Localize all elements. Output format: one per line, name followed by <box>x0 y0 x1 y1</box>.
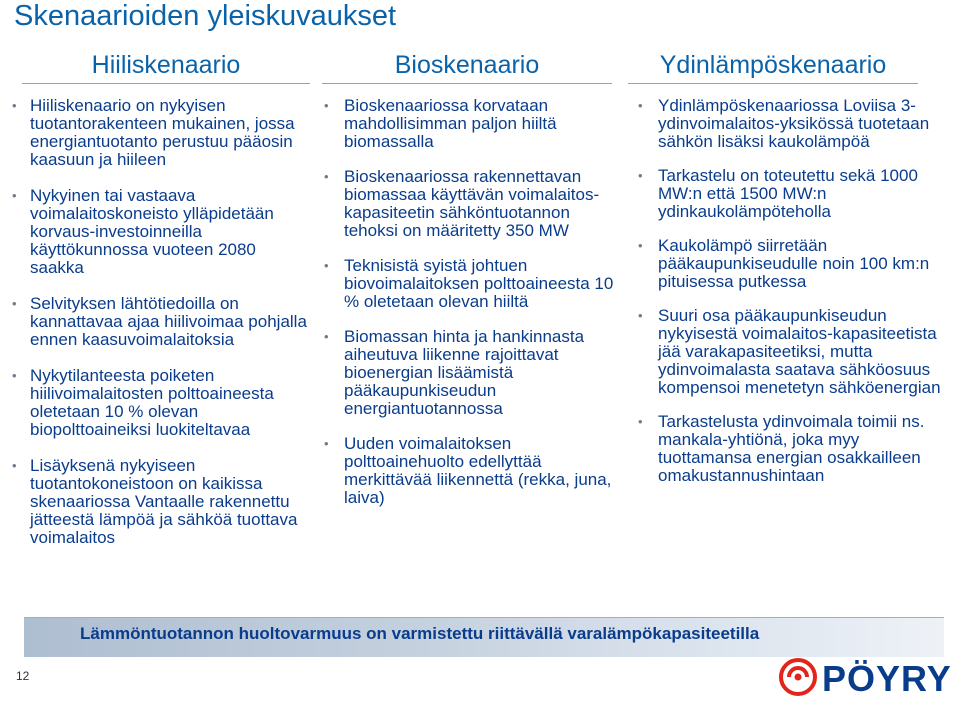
column-ydinlamposkenaario <box>632 97 942 501</box>
list-item <box>12 97 312 169</box>
bullet-text: Bioskenaariossa rakennettavan biomassaa käyttävän voimalaitos-kapasiteetin sähköntuotannon tehoksi on määritetty 350 MW <box>344 167 600 240</box>
list-item <box>12 295 312 349</box>
list-item <box>632 97 942 151</box>
bullet-text: Selvityksen lähtötiedoilla on kannattavaa ajaa hiilivoimaa pohjalla ennen kaasuvoimalaitoksia <box>30 294 307 349</box>
bullet-text: Nykyinen tai vastaava voimalaitoskoneisto ylläpidetään korvaus-investoinneilla käyttökunnossa vuoteen 2080 saakka <box>30 186 274 277</box>
bullet-list <box>318 97 620 507</box>
bullet-list <box>12 97 312 547</box>
list-item <box>318 328 620 418</box>
bullet-icon: • <box>638 98 643 113</box>
bullet-text: Kaukolämpö siirretään pääkaupunkiseudulle noin 100 km:n pituisessa putkessa <box>658 236 930 291</box>
bullet-text: Lisäyksenä nykyiseen tuotantokoneistoon on kaikissa skenaariossa Vantaalle rakennettu jätteestä lämpöä ja sähköä tuottava voimalaitos <box>30 456 298 547</box>
bullet-icon: • <box>12 188 17 203</box>
bullet-icon: • <box>12 368 17 383</box>
list-item <box>12 367 312 439</box>
bullet-text: Nykytilanteesta poiketen hiilivoimalaitosten polttoaineesta oletetaan 10 % olevan biopolttoaineiksi luokiteltavaa <box>30 366 274 439</box>
poyry-logo <box>778 656 952 700</box>
bullet-icon: • <box>324 258 329 273</box>
bullet-list <box>632 97 942 485</box>
slide-title: Skenaarioiden yleiskuvaukset <box>14 0 397 32</box>
summary-banner-text: Lämmöntuotannon huoltovarmuus on varmistettu riittävällä varalämpökapasiteetilla <box>80 624 760 643</box>
list-item <box>12 457 312 547</box>
bullet-icon: • <box>638 308 643 323</box>
list-item <box>632 167 942 221</box>
bullet-text: Ydinlämpöskenaariossa Loviisa 3- ydinvoimalaitos-yksikössä tuotetaan sähkön lisäksi kaukolämpöä <box>658 96 930 151</box>
list-item <box>318 435 620 507</box>
column-hiiliskenaario <box>12 97 312 565</box>
bullet-text: Biomassan hinta ja hankinnasta aiheutuva liikenne rajoittavat bioenergian lisäämistä pääkaupunkiseudun energiantuotannossa <box>344 327 585 418</box>
bullet-icon: • <box>324 436 329 451</box>
column-bioskenaario <box>318 97 620 524</box>
bullet-icon: • <box>324 169 329 184</box>
bullet-text: Teknisistä syistä johtuen biovoimalaitoksen polttoaineesta 10 % oletetaan olevan hiiltä <box>344 256 614 311</box>
bullet-text: Hiiliskenaario on nykyisen tuotantorakenteen mukainen, jossa energiantuotanto perustuu pääosin kaasuun ja hiileen <box>30 96 295 169</box>
bullet-icon: • <box>638 168 643 183</box>
bullet-icon: • <box>638 238 643 253</box>
bullet-icon: • <box>324 98 329 113</box>
bullet-icon: • <box>12 296 17 311</box>
logo-wordmark: PÖYRY <box>822 658 952 699</box>
column-header-bioskenaario: Bioskenaario <box>322 46 612 84</box>
bullet-text: Uuden voimalaitoksen polttoainehuolto edellyttää merkittävää liikennettä (rekka, juna, laiva) <box>344 434 612 507</box>
bullet-icon: • <box>12 458 17 473</box>
column-header-ydinlamposkenaario: Ydinlämpöskenaario <box>628 46 918 84</box>
list-item <box>632 413 942 485</box>
bullet-text: Tarkastelusta ydinvoimala toimii ns. mankala-yhtiönä, joka myy tuottamansa energian osakkailleen omakustannushintaan <box>658 412 925 485</box>
list-item <box>318 97 620 151</box>
list-item <box>632 307 942 397</box>
bullet-icon: • <box>324 329 329 344</box>
bullet-icon: • <box>12 98 17 113</box>
bullet-text: Bioskenaariossa korvataan mahdollisimman paljon hiiltä biomassalla <box>344 96 557 151</box>
list-item <box>632 237 942 291</box>
list-item <box>12 187 312 277</box>
bullet-text: Suuri osa pääkaupunkiseudun nykyisestä voimalaitos-kapasiteetista jää varakapasiteetiksi, mutta ydinvoimalasta saatava sähköosuus kompensoi menetetyn sähköenergian <box>658 306 941 397</box>
poyry-logo-icon <box>778 656 818 696</box>
column-header-hiiliskenaario: Hiiliskenaario <box>22 46 310 84</box>
bullet-text: Tarkastelu on toteutettu sekä 1000 MW:n että 1500 MW:n ydinkaukolämpöteholla <box>658 166 918 221</box>
list-item <box>318 168 620 240</box>
list-item <box>318 257 620 311</box>
page-number: 12 <box>16 669 30 683</box>
bullet-icon: • <box>638 414 643 429</box>
